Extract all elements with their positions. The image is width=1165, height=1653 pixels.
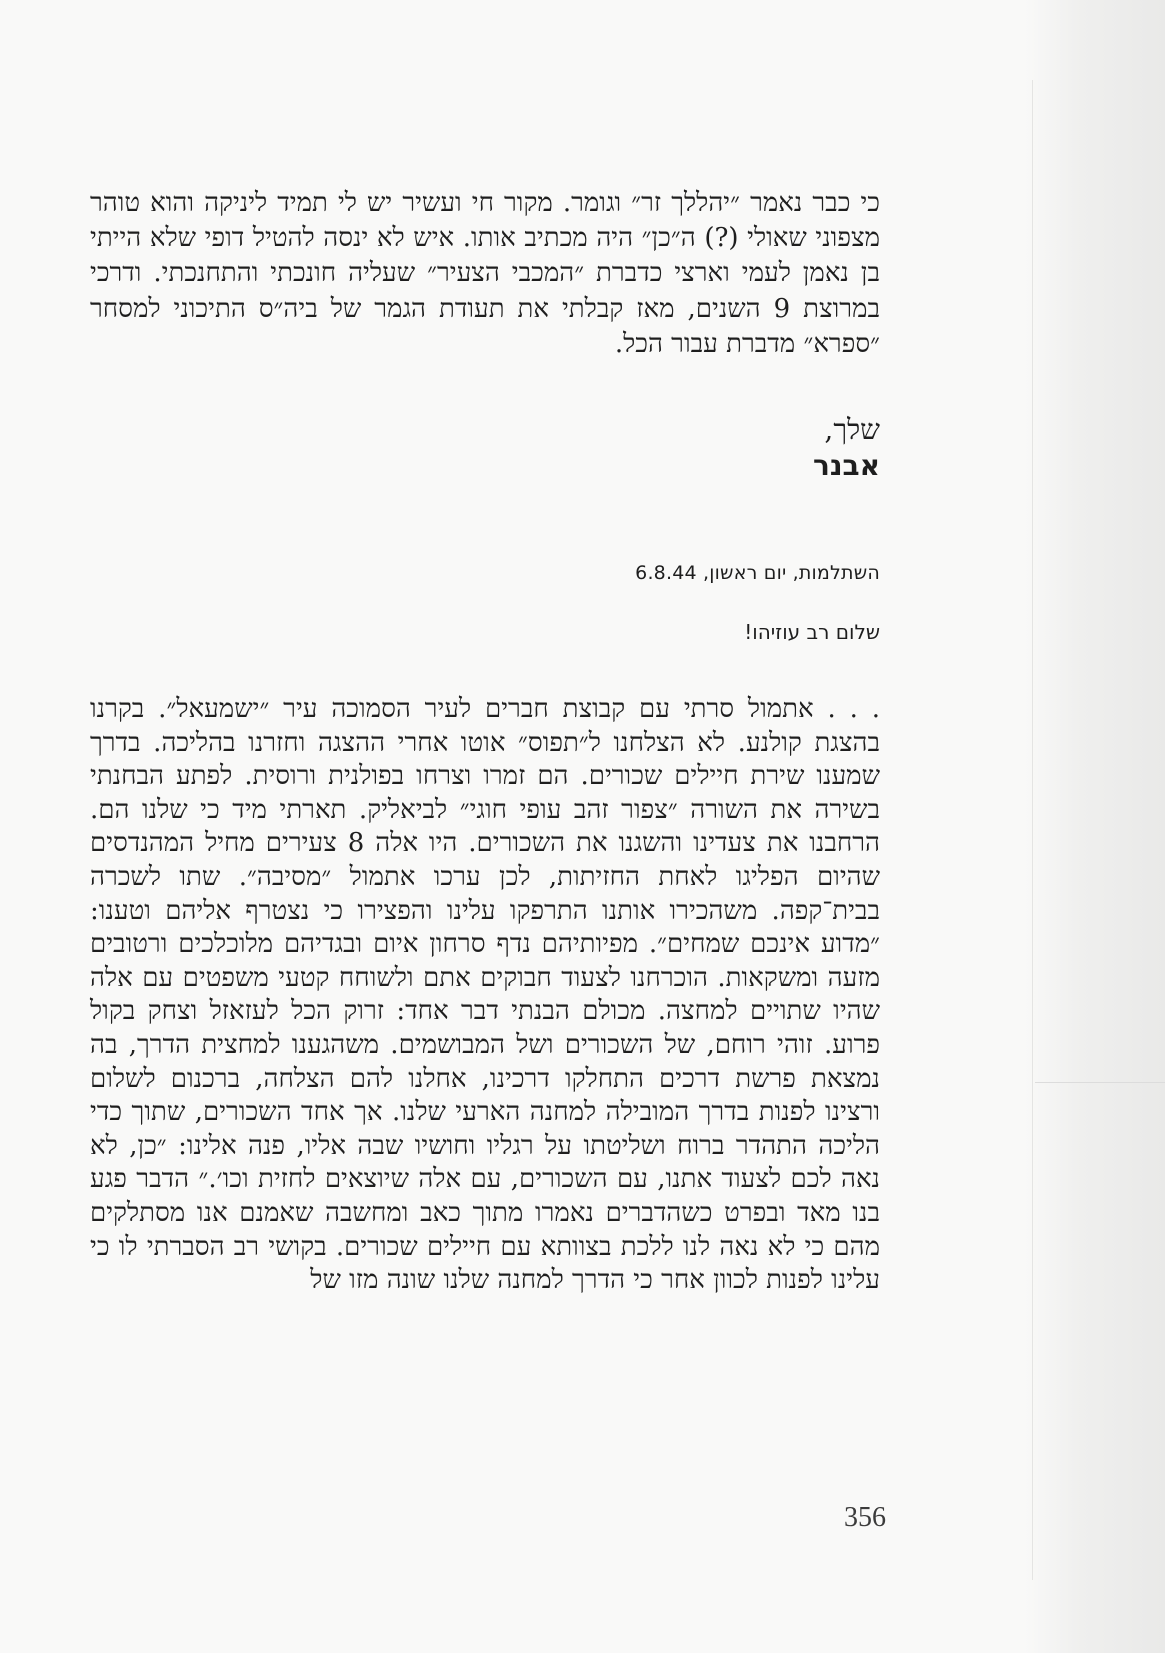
signature: אבנר — [812, 449, 880, 482]
binding-gutter-shadow — [1025, 0, 1165, 1653]
gutter-line — [1032, 80, 1033, 1580]
letter-closing — [580, 412, 880, 484]
closing-salutation: שלך, — [824, 413, 880, 446]
entry-greeting: שלום רב עוזיהו! — [744, 620, 880, 644]
page-edge-mark — [1035, 1082, 1165, 1083]
entry-paragraph: . . . אתמול סרתי עם קבוצת חברים לעיר הסמוכה עיר ״ישמעאל״. בקרנו בהצגת קולנע. לא הצלחנו ל״תפוס״ אוטו אחרי ההצגה וחזרנו בהליכה. בדרך שמענו שירת חיילים שכורים. הם זמרו וצרחו בפולנית ורוסית. לפתע הבחנתי בשירה את השורה ״צפור זהב עופי חוגי״ לביאליק. תארתי מיד כי שלנו הם. הרחבנו את צעדינו והשגנו את השכורים. היו אלה 8 צעירים מחיל המהנדסים שהיום הפליגו לאחת החזיתות, לכן ערכו אתמול ״מסיבה״. שתו לשכרה בבית־קפה. משהכירו אותנו התרפקו עלינו והפצירו כי נצטרף אליהם וטענו: ״מדוע אינכם שמחים״. מפיותיהם נדף סרחון איום ובגדיהם מלוכלכים ורטובים מזעה ומשקאות. הוכרחנו לצעוד חבוקים אתם ולשוחח קטעי משפטים עם אלה שהיו שתויים למחצה. מכולם הבנתי דבר אחד: זרוק הכל לעזאזל וצחק בקול פרוע. זוהי רוחם, של השכורים ושל המבושמים. משהגענו למחצית הדרך, בה נמצאת פרשת דרכים התחלקו דרכינו, אחלנו להם הצלחה, ברכנום לשלום ורצינו לפנות בדרך המובילה למחנה הארעי שלנו. אך אחד השכורים, שתוך כדי הליכה התהדר ברוח ושליטתו על רגליו וחושיו שבה אליו, פנה אלינו: ״כן, לא נאה לכם לצעוד אתנו, עם השכורים, עם אלה שיוצאים לחזית וכו׳.״ הדבר פגע בנו מאד ובפרט כשהדברים נאמרו מתוך כאב ומחשבה שאמנם אנו מסתלקים מהם כי לא נאה לנו ללכת בצוותא עם חיילים שכורים. בקושי רב הסברתי לו כי עלינו לפנות לכוון אחר כי הדרך למחנה שלנו שונה מזו של — [90, 694, 881, 1296]
page-number: 356 — [844, 1502, 886, 1533]
entry-dateline: השתלמות, יום ראשון, 6.8.44 — [635, 562, 880, 584]
entry-body-text — [90, 693, 880, 1298]
letter-end-text — [90, 186, 880, 362]
letter-end-paragraph: כי כבר נאמר ״יהללך זר״ וגומר. מקור חי ועשיר יש לי תמיד ליניקה והוא טוהר מצפוני שאולי (?) ה״כן״ היה מכתיב אותו. איש לא ינסה להטיל דופי שלא הייתי בן נאמן לעמי וארצי כדברת ״המכבי הצעיר״ שעליה חונכתי והתחנכתי. ודרכי במרוצת 9 השנים, מאז קבלתי את תעודת הגמר של ביה״ס התיכוני למסחר ״ספרא״ מדברת עבור הכל. — [90, 188, 881, 359]
